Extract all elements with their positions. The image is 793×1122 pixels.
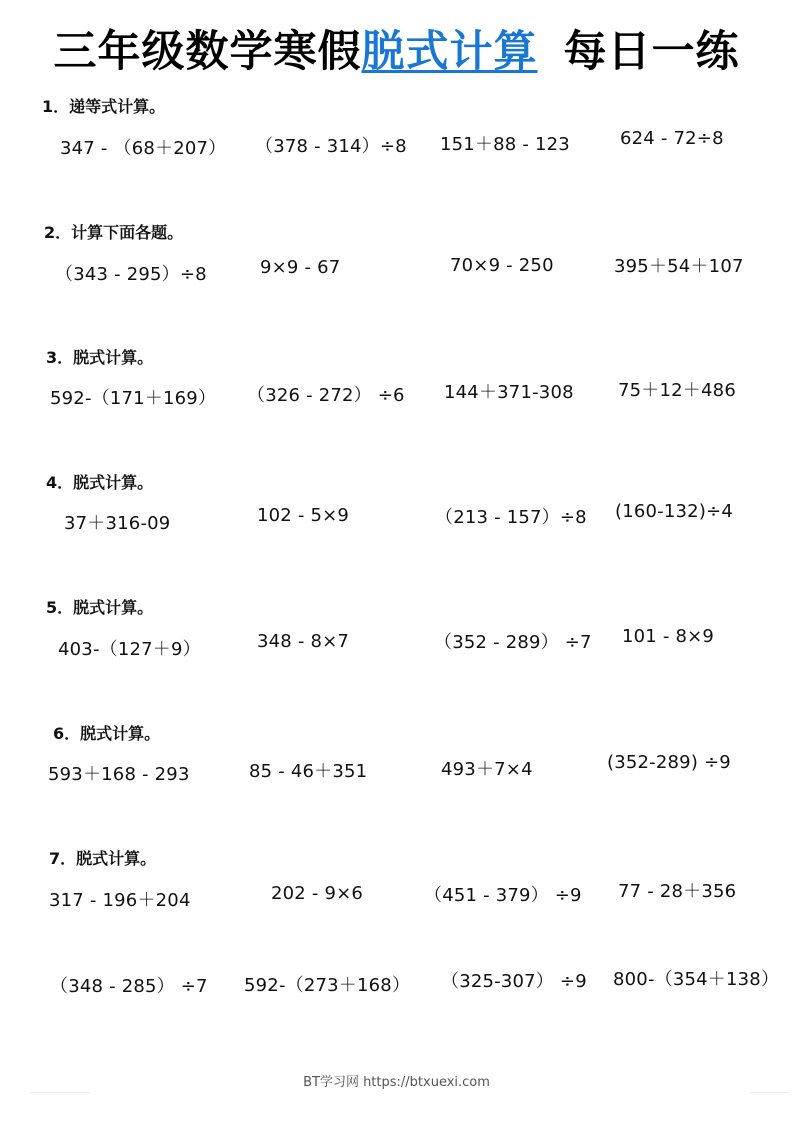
- section-heading: 3．脱式计算。: [46, 348, 154, 367]
- problem-4-2: 102 - 5×9: [257, 505, 350, 526]
- problem-3-2: （326 - 272） ÷6: [247, 385, 405, 406]
- problem-3-1: 592-（171＋169）: [50, 388, 217, 409]
- problem-7-2: 202 - 9×6: [271, 883, 364, 904]
- problem-5-1: 403-（127＋9）: [58, 639, 201, 660]
- title-part-1: 三年级数学寒假: [53, 27, 362, 77]
- problem-2-3: 70×9 - 250: [450, 255, 554, 276]
- section-heading: 4．脱式计算。: [46, 473, 154, 492]
- problem-3-4: 75＋12＋486: [618, 380, 736, 401]
- footer-watermark: BT学习网 https://btxuexi.com: [303, 1075, 490, 1090]
- exercise-section-8: [0, 960, 793, 1070]
- section-heading: 6．脱式计算。: [53, 724, 161, 743]
- problem-6-4: (352-289) ÷9: [607, 752, 731, 773]
- footer-divider-right: [750, 1092, 790, 1093]
- exercise-section-5: [0, 593, 793, 703]
- problem-2-4: 395＋54＋107: [614, 256, 744, 277]
- exercise-section-1: [0, 92, 793, 202]
- problem-5-4: 101 - 8×9: [622, 626, 715, 647]
- footer-divider-left: [30, 1092, 90, 1093]
- problem-1-4: 624 - 72÷8: [620, 128, 724, 149]
- problem-8-1: （348 - 285） ÷7: [50, 976, 208, 997]
- problem-4-3: （213 - 157）÷8: [435, 507, 587, 528]
- problem-8-2: 592-（273＋168）: [244, 975, 411, 996]
- exercise-section-2: [0, 218, 793, 328]
- problem-7-4: 77 - 28＋356: [618, 881, 737, 902]
- title-part-3: 每日一练: [563, 27, 740, 77]
- problem-2-2: 9×9 - 67: [260, 257, 341, 278]
- exercise-section-7: [0, 844, 793, 954]
- problem-2-1: （343 - 295）÷8: [55, 264, 207, 285]
- problem-1-1: 347 - （68＋207）: [60, 138, 227, 159]
- problem-7-1: 317 - 196＋204: [49, 890, 191, 911]
- problem-8-4: 800-（354＋138）: [613, 969, 780, 990]
- section-heading: 1．递等式计算。: [42, 97, 166, 116]
- problem-4-1: 37＋316-09: [64, 513, 171, 534]
- problem-6-2: 85 - 46＋351: [249, 761, 368, 782]
- problem-5-3: （352 - 289） ÷7: [434, 632, 592, 653]
- title-highlight: 脱式计算: [361, 27, 538, 77]
- problem-1-2: （378 - 314）÷8: [255, 136, 407, 157]
- problem-4-4: (160-132)÷4: [615, 501, 733, 522]
- problem-6-1: 593＋168 - 293: [48, 764, 190, 785]
- problem-6-3: 493＋7×4: [441, 759, 533, 780]
- section-heading: 7．脱式计算。: [49, 849, 157, 868]
- section-heading: 5．脱式计算。: [46, 598, 154, 617]
- problem-8-3: （325-307） ÷9: [441, 971, 587, 992]
- page-title: [0, 18, 793, 79]
- exercise-section-4: [0, 468, 793, 578]
- problem-3-3: 144＋371-308: [444, 382, 574, 403]
- problem-7-3: （451 - 379） ÷9: [424, 885, 582, 906]
- section-heading: 2．计算下面各题。: [44, 223, 184, 242]
- problem-1-3: 151＋88 - 123: [440, 134, 570, 155]
- problem-5-2: 348 - 8×7: [257, 631, 350, 652]
- exercise-section-6: [0, 719, 793, 829]
- exercise-section-3: [0, 343, 793, 453]
